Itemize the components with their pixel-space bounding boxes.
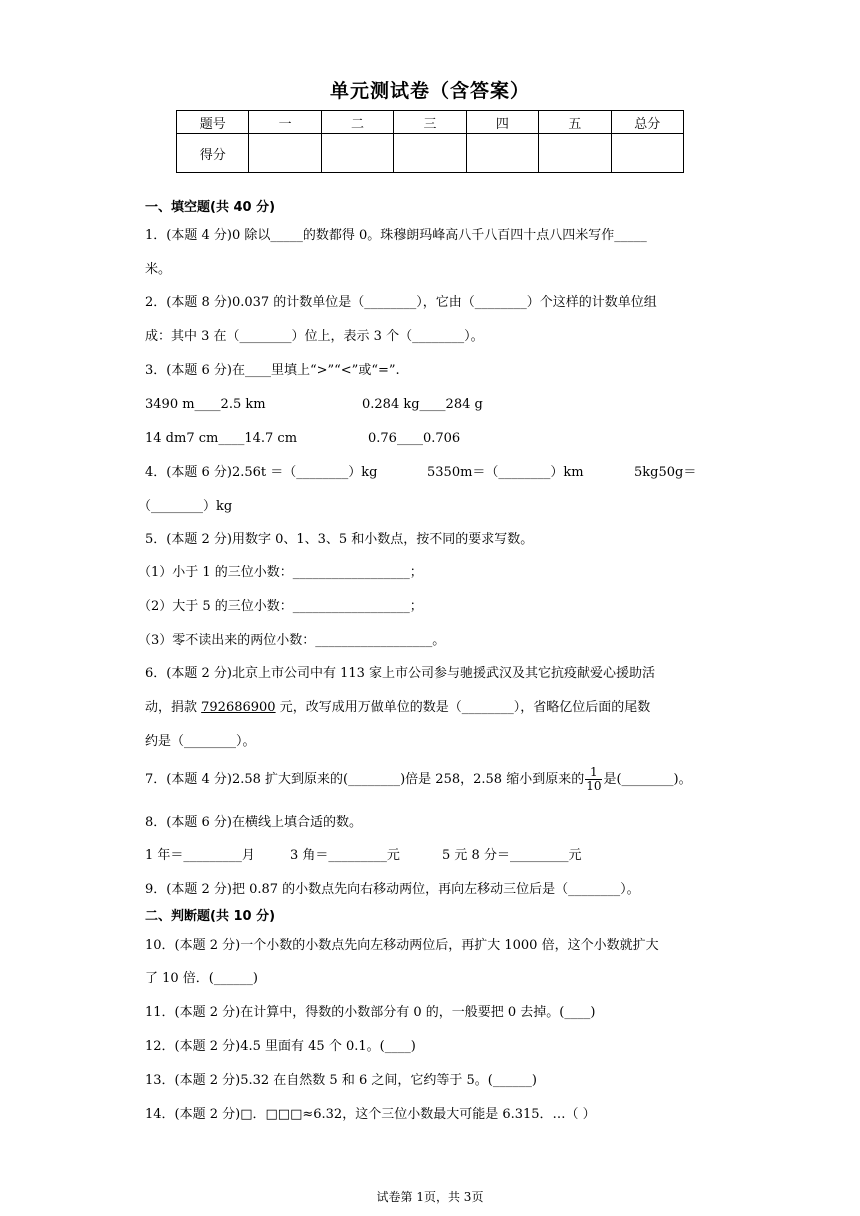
- question-4-part-3: 5kg50g＝: [634, 465, 697, 480]
- question-6-line-2: [145, 699, 650, 717]
- score-cell: [466, 134, 538, 173]
- question-3-item-2: 0.284 kg____284 g: [362, 397, 483, 412]
- score-cell: [394, 134, 466, 173]
- score-table-header-cell: 五: [539, 111, 611, 134]
- question-4-part-1: 4．(本题 6 分)2.56t ＝（________）kg: [145, 465, 378, 480]
- question-7: [145, 766, 692, 794]
- score-cell: [611, 134, 683, 173]
- question-5-item-2: （2）大于 5 的三位小数：__________________；: [138, 599, 423, 614]
- score-cell: [249, 134, 321, 173]
- question-6-line-1: 6．(本题 2 分)北京上市公司中有 113 家上市公司参与驰援武汉及其它抗疫献爱心援助活: [145, 666, 656, 681]
- fraction-numerator: 1: [585, 766, 602, 780]
- q7-text-pre: 7．(本题 4 分)2.58 扩大到原来的(________)倍是 258，2.58 缩小到原来的: [145, 772, 585, 787]
- question-14: 14．(本题 2 分)□．□□□≈6.32，这个三位小数最大可能是 6.315．…（ ）: [145, 1107, 596, 1122]
- question-3-item-1: 3490 m____2.5 km: [145, 397, 266, 412]
- score-cell: [321, 134, 393, 173]
- score-table: [176, 110, 684, 173]
- question-2-line-1: 2．(本题 8 分)0.037 的计数单位是（________），它由（________）个这样的计数单位组: [145, 295, 657, 310]
- section-heading-true-false: 二、判断题(共 10 分): [145, 909, 276, 924]
- question-8-item-1: 1 年＝_________月: [145, 848, 255, 863]
- q7-text-post: 是(________)。: [603, 772, 692, 787]
- score-table-header-cell: 四: [466, 111, 538, 134]
- question-11: 11．(本题 2 分)在计算中，得数的小数部分有 0 的，一般要把 0 去掉。(____): [145, 1005, 596, 1020]
- question-5: 5．(本题 2 分)用数字 0、1、3、5 和小数点，按不同的要求写数。: [145, 532, 534, 547]
- question-5-item-3: （3）零不读出来的两位小数：__________________。: [138, 633, 446, 648]
- question-12: 12．(本题 2 分)4.5 里面有 45 个 0.1。(____): [145, 1039, 416, 1054]
- question-4-line-2: （________）kg: [138, 499, 233, 514]
- score-table-header-cell: 二: [321, 111, 393, 134]
- score-table-header-cell: 三: [394, 111, 466, 134]
- score-table-header-cell: 题号: [177, 111, 249, 134]
- question-3: 3．(本题 6 分)在____里填上“>”“<”或“=”.: [145, 363, 400, 378]
- q6-text-pre: 动，捐款: [145, 700, 202, 715]
- score-cell: [539, 134, 611, 173]
- fraction-denominator: 10: [586, 779, 602, 793]
- question-3-item-4: 0.76____0.706: [368, 431, 461, 446]
- question-8-item-2: 3 角＝_________元: [290, 848, 400, 863]
- question-9: 9．(本题 2 分)把 0.87 的小数点先向右移动两位，再向左移动三位后是（________）。: [145, 882, 640, 897]
- page-footer: 试卷第 1页，共 3页: [376, 1190, 484, 1204]
- question-10-line-2: 了 10 倍．(______): [145, 971, 258, 986]
- question-6-line-3: 约是（________）。: [145, 734, 256, 749]
- question-13: 13．(本题 2 分)5.32 在自然数 5 和 6 之间，它约等于 5。(______): [145, 1073, 537, 1088]
- q6-text-post: 元，改写成用万做单位的数是（________），省略亿位后面的尾数: [275, 700, 651, 715]
- question-4-part-2: 5350m＝（________）km: [427, 465, 584, 480]
- score-row-label: 得分: [177, 134, 249, 173]
- question-10-line-1: 10．(本题 2 分)一个小数的小数点先向左移动两位后，再扩大 1000 倍，这个小数就扩大: [145, 938, 659, 953]
- score-table-header-row: [177, 111, 684, 134]
- question-3-item-3: 14 dm7 cm____14.7 cm: [145, 431, 298, 446]
- score-table-score-row: [177, 134, 684, 173]
- q7-fraction: [585, 766, 602, 793]
- score-table-header-cell: 总分: [611, 111, 683, 134]
- question-1-line-1: 1．(本题 4 分)0 除以_____的数都得 0。珠穆朗玛峰高八千八百四十点八四米写作_____: [145, 228, 647, 243]
- question-1-line-2: 米。: [145, 262, 172, 277]
- page-title: 单元测试卷（含答案）: [329, 80, 530, 102]
- section-heading-fill-in: 一、填空题(共 40 分): [145, 200, 276, 215]
- score-table-header-cell: 一: [249, 111, 321, 134]
- q6-amount: 792686900: [201, 700, 276, 715]
- question-8: 8．(本题 6 分)在横线上填合适的数。: [145, 815, 362, 830]
- question-5-item-1: （1）小于 1 的三位小数：__________________；: [138, 565, 423, 580]
- question-8-item-3: 5 元 8 分＝_________元: [442, 848, 582, 863]
- question-2-line-2: 成：其中 3 在（________）位上，表示 3 个（________）。: [145, 329, 484, 344]
